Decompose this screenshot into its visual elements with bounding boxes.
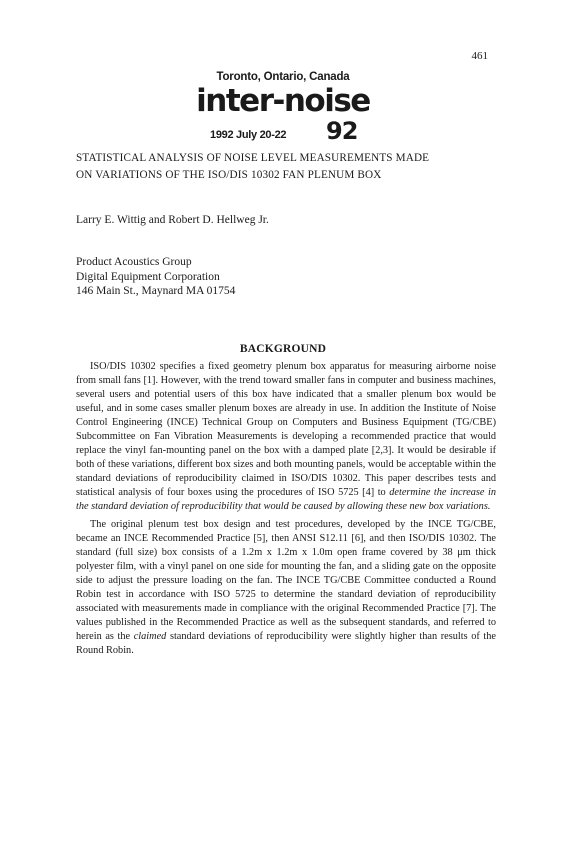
affiliation-group: Product Acoustics Group — [76, 256, 192, 268]
body-text — [76, 360, 496, 662]
conference-logo: inter-noise — [196, 83, 370, 119]
paragraph-2-text-a: The original plenum test box design and test procedures, developed by the INCE TG/CBE, became an INCE Recommended Practice [5], then ANSI S12.11 [6], and then ISO/DIS 10302. The standard (full size) box consists of a 1.2m x 1.2m x 1.0m open frame covered by 38 μm thick polyester film, with a vinyl panel on one side for mounting the fan, and a sliding gate on the opposite side to adjust the pressure loading on the fan. The INCE TG/CBE Committee conducted a Round Robin test in accordance with ISO 5725 to determine the standard deviation of reproducibility associated with measurements made in compliance with the original Recommended Practice [7]. The values published in the Recommended Practice as well as the subsequent standards, and referred to herein as the — [76, 519, 496, 642]
section-heading: BACKGROUND — [239, 343, 327, 355]
paragraph-2-emphasis: claimed — [133, 631, 167, 642]
conference-year: 92 — [326, 117, 358, 145]
conference-location: Toronto, Ontario, Canada — [216, 71, 350, 83]
affiliation — [76, 255, 235, 299]
page-number: 461 — [471, 50, 488, 62]
paper-title-line-1: STATISTICAL ANALYSIS OF NOISE LEVEL MEASUREMENTS MADE — [76, 152, 430, 164]
paper-title-line-2: ON VARIATIONS OF THE ISO/DIS 10302 FAN PLENUM BOX — [76, 169, 382, 181]
paragraph-1 — [76, 360, 496, 514]
paragraph-2-text-b: standard deviations of reproducibility were slightly higher than results of the Round Robin. — [76, 631, 496, 656]
authors: Larry E. Wittig and Robert D. Hellweg Jr. — [76, 214, 269, 226]
conference-date: 1992 July 20-22 — [210, 129, 287, 141]
affiliation-company: Digital Equipment Corporation — [76, 270, 220, 283]
paper-title — [76, 150, 506, 184]
affiliation-address: 146 Main St., Maynard MA 01754 — [76, 285, 236, 297]
paragraph-1-text: ISO/DIS 10302 specifies a fixed geometry plenum box apparatus for measuring airborne noise from small fans [1]. However, with the trend toward smaller fans in computer and business machines, several users and potential users of this box have indicated that a smaller plenum box would be useful, and in some cases smaller plenum boxes are already in use. In addition the Institute of Noise Control Engineering (INCE) Technical Group on Computers and Business Equipment (TG/CBE) Subcommittee on Fan Vibration Measurements is developing a recommended practice that would replace the vinyl fan-mounting panel on the box with a damped plate [2,3]. It would be desirable if both of these variations, different box sizes and both mounting panels, would be acceptable within the standard deviations of reproducibility claimed in ISO/DIS 10302. This paper describes tests and statistical analysis of four boxes using the procedures of ISO 5725 [4] to — [76, 361, 496, 498]
paragraph-1-emphasis: determine the increase in the standard deviation of reproducibility that would be caused by allowing these new box variations. — [76, 487, 497, 512]
paragraph-2 — [76, 518, 496, 658]
